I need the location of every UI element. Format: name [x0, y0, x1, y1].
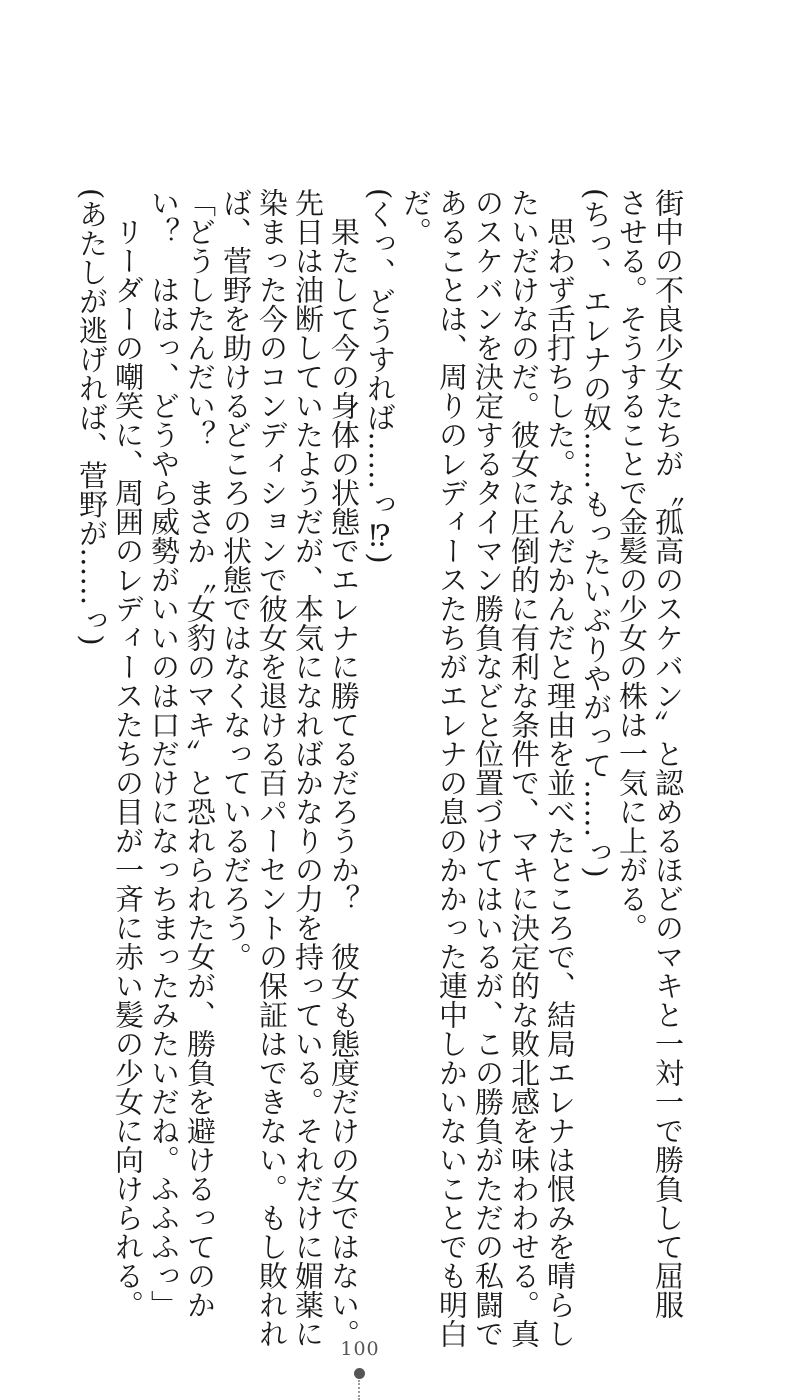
- text-line: (あたしが逃げれば、菅野が……っ): [75, 188, 109, 646]
- text-line: リーダーの嘲笑に、周囲のレディースたちの目が一斉に赤い髪の少女に向けられる。: [111, 188, 145, 1319]
- page-number: 100: [340, 1338, 380, 1360]
- text-line: だ。: [399, 188, 433, 246]
- text-line: (ちっ、エレナの奴……もったいぶりやがって……っ): [579, 188, 613, 878]
- text-line: のスケバンを決定するタイマン勝負などと位置づけてはいるが、この勝負がただの私闘で: [471, 188, 505, 1348]
- bookmark-thread: [358, 1380, 360, 1400]
- text-line: い？ ははっ、どうやら威勢がいいのは口だけになっちまったみたいだね。ふふふっ」: [147, 188, 181, 1319]
- bookmark-bead-icon: [354, 1368, 365, 1379]
- text-line: 思わず舌打ちした。なんだかんだと理由を並べたところで、結局エレナは恨みを晴らし: [543, 188, 577, 1348]
- text-line: させる。そうすることで金髪の少女の株は一気に上がる。: [615, 188, 649, 942]
- text-line: あることは、周りのレディースたちがエレナの息のかかった連中しかいないことでも明白: [435, 188, 469, 1348]
- text-line: 街中の不良少女たちが〝孤高のスケバン〟と認めるほどのマキと一対一で勝負して屈服: [651, 188, 685, 1319]
- text-line: (くっ、どうすれば……っ⁉): [363, 188, 397, 564]
- text-line: 染まった今のコンディションで彼女を退ける百パーセントの保証はできない。もし敗れれ: [255, 188, 289, 1348]
- vertical-text-body: [74, 188, 686, 1348]
- text-line: ば、菅野を助けるどころの状態ではなくなっているだろう。: [219, 188, 253, 971]
- text-line: たいだけなのだ。彼女に圧倒的に有利な条件で、マキに決定的な敗北感を味わわせる。真: [507, 188, 541, 1348]
- text-line: 果たして今の身体の状態でエレナに勝てるだろうか？ 彼女も態度だけの女ではない。: [327, 188, 361, 1348]
- text-line: 先日は油断していたようだが、本気になればかなりの力を持っている。それだけに媚薬に: [291, 188, 325, 1348]
- text-line: 「どうしたんだい？ まさか〝女豹のマキ〟と恐れられた女が、勝負を避けるってのか: [183, 188, 217, 1319]
